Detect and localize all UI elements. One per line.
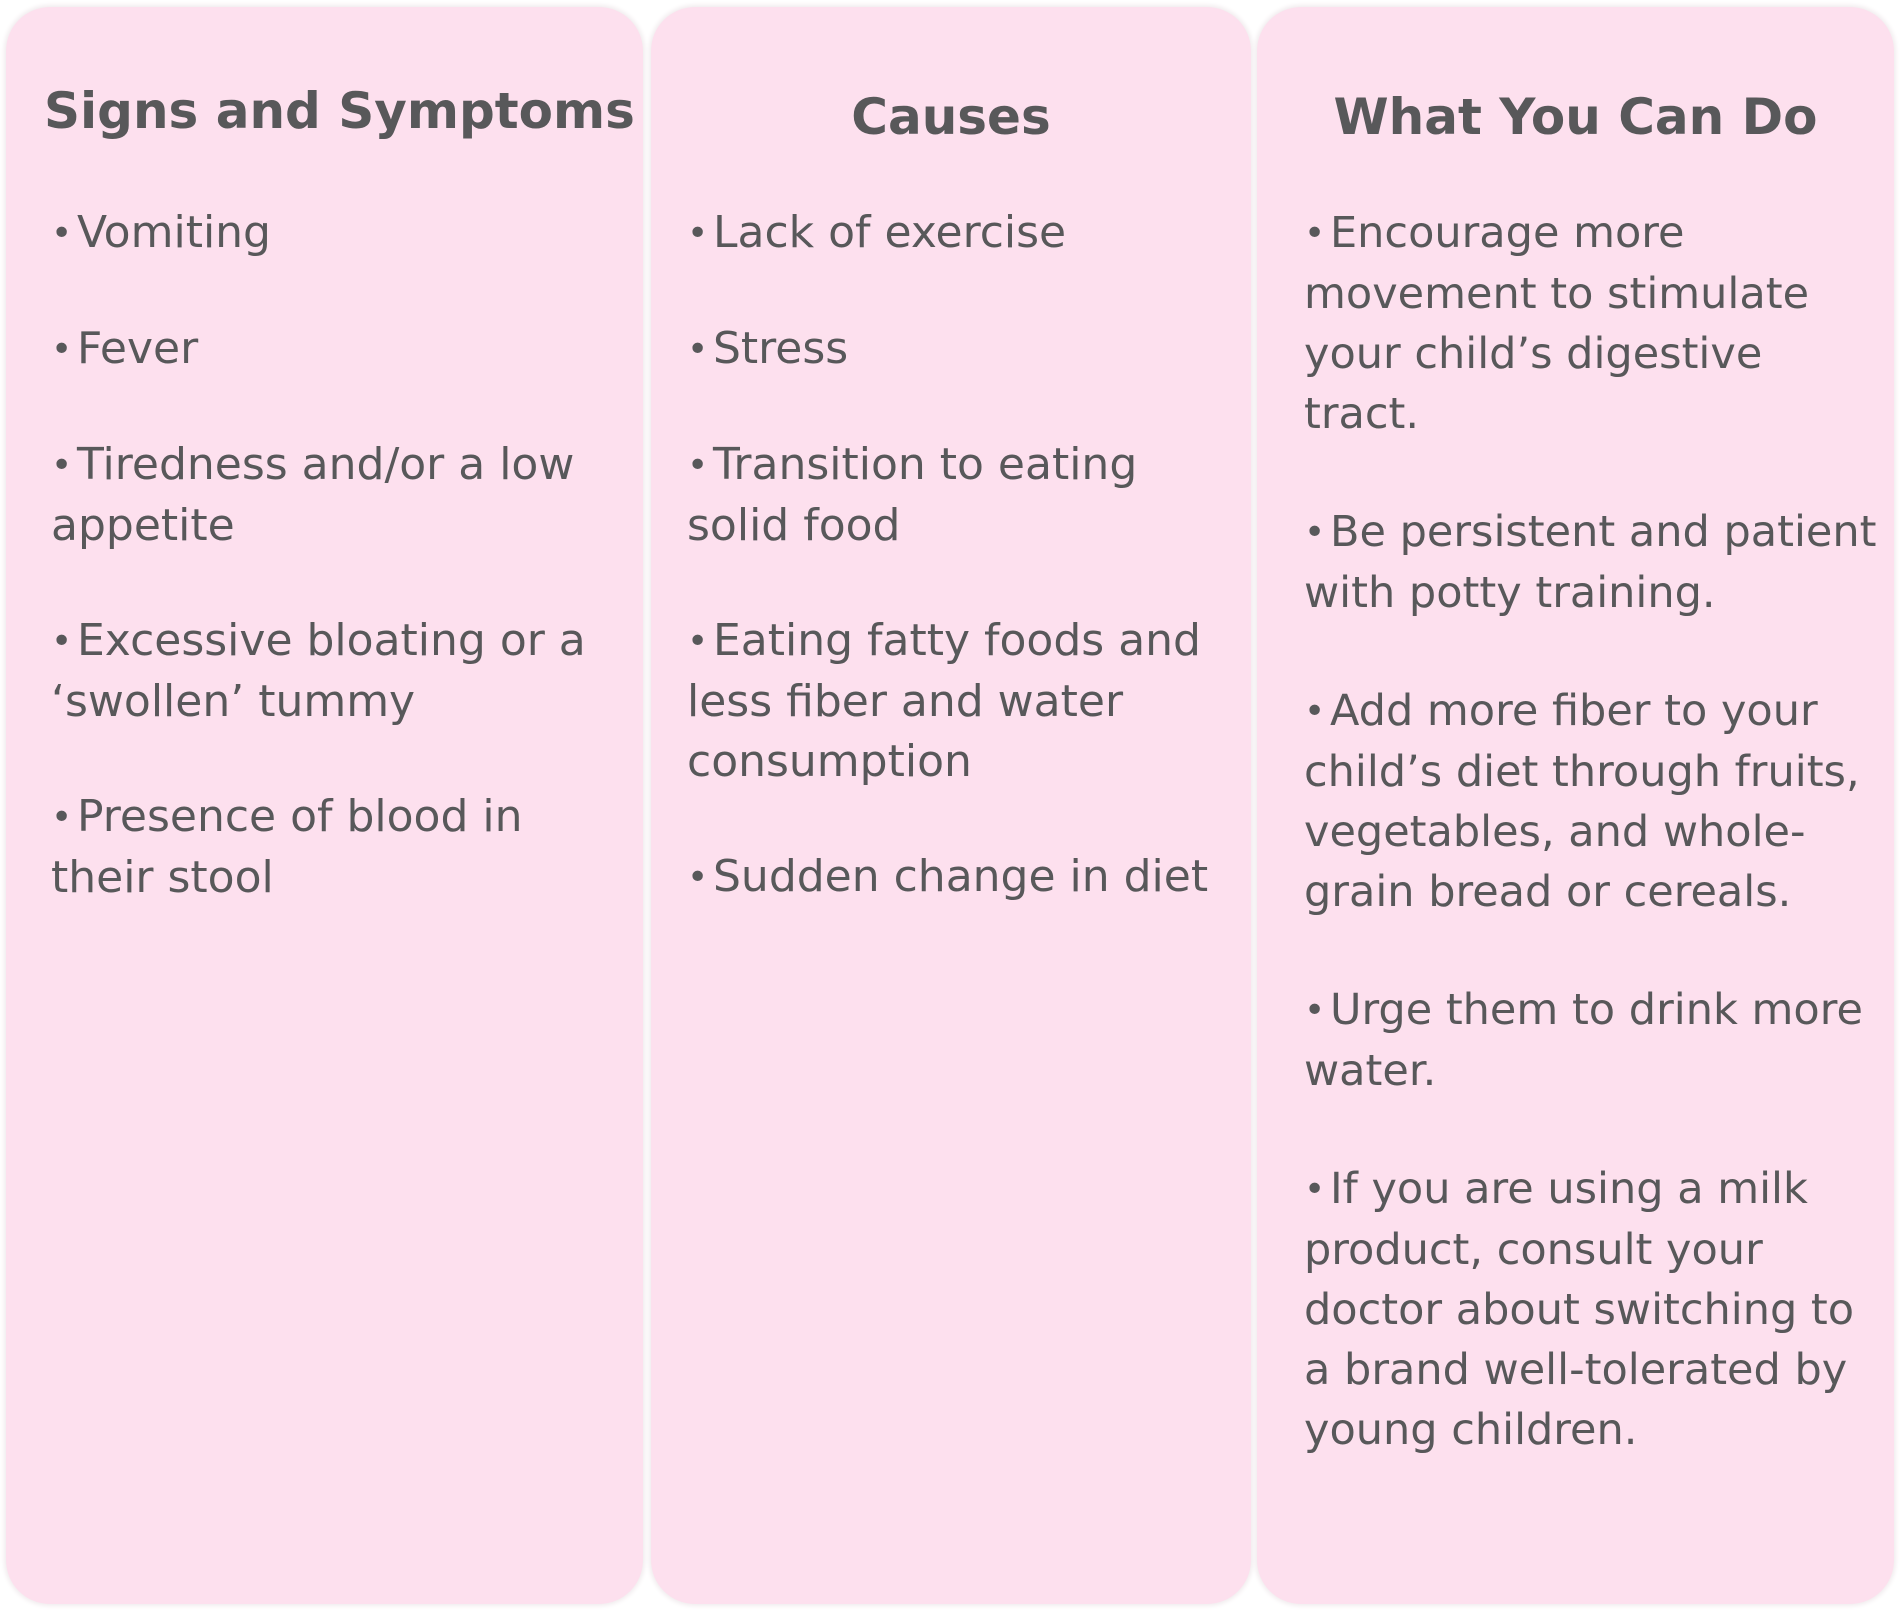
list-item-text: Transition to eating solid food [687, 439, 1138, 551]
list-item [51, 319, 631, 380]
list-item-text: Tiredness and/or a low appetite [51, 439, 575, 551]
bullet-icon: • [687, 445, 709, 486]
bullet-icon: • [51, 329, 73, 370]
signs-and-symptoms-panel [6, 7, 643, 1604]
what-you-can-do-panel [1257, 7, 1894, 1604]
list-item [51, 787, 631, 908]
panel-title: Signs and Symptoms [44, 82, 635, 140]
list-item-text: Excessive bloating or a ‘swollen’ tummy [51, 615, 586, 727]
list-item-text: Stress [713, 323, 849, 374]
bullet-icon: • [687, 621, 709, 662]
bullet-icon: • [687, 857, 709, 898]
list-item [687, 319, 1247, 380]
list-item [51, 611, 631, 732]
list-item-text: Add more fiber to your child’s diet through fruits, vegetables, and whole-grain bread or cereals. [1304, 686, 1860, 917]
bullet-icon: • [1304, 512, 1326, 553]
list-item [1304, 681, 1890, 922]
list-item [51, 203, 631, 264]
list-item-text: Lack of exercise [713, 207, 1067, 258]
bullet-icon: • [51, 621, 73, 662]
list-item [687, 611, 1247, 792]
bullet-icon: • [51, 213, 73, 254]
list-item-text: Be persistent and patient with potty training. [1304, 507, 1877, 618]
list-item-text: If you are using a milk product, consult your doctor about switching to a brand well-tolerated by young children. [1304, 1164, 1855, 1455]
list-item-text: Presence of blood in their stool [51, 791, 523, 903]
actions-list [1304, 203, 1890, 1460]
bullet-icon: • [1304, 990, 1326, 1031]
bullet-icon: • [1304, 691, 1326, 732]
panel-title: What You Can Do [1333, 88, 1818, 146]
causes-list [687, 203, 1247, 908]
symptoms-list [51, 203, 631, 908]
list-item-text: Vomiting [77, 207, 271, 258]
causes-panel [651, 7, 1251, 1604]
bullet-icon: • [687, 329, 709, 370]
list-item [51, 435, 631, 556]
list-item-text: Fever [77, 323, 199, 374]
list-item [1304, 502, 1890, 623]
list-item-text: Eating fatty foods and less fiber and water consumption [687, 615, 1201, 787]
list-item-text: Sudden change in diet [713, 851, 1209, 902]
list-item [687, 203, 1247, 264]
list-item [1304, 203, 1890, 444]
list-item [687, 435, 1247, 556]
panel-title: Causes [851, 88, 1051, 146]
list-item-text: Encourage more movement to stimulate your child’s digestive tract. [1304, 208, 1810, 439]
bullet-icon: • [51, 445, 73, 486]
bullet-icon: • [51, 797, 73, 838]
list-item [1304, 980, 1890, 1101]
bullet-icon: • [1304, 213, 1326, 254]
list-item [687, 847, 1247, 908]
list-item-text: Urge them to drink more water. [1304, 985, 1863, 1096]
list-item [1304, 1159, 1890, 1460]
bullet-icon: • [1304, 1169, 1326, 1210]
bullet-icon: • [687, 213, 709, 254]
